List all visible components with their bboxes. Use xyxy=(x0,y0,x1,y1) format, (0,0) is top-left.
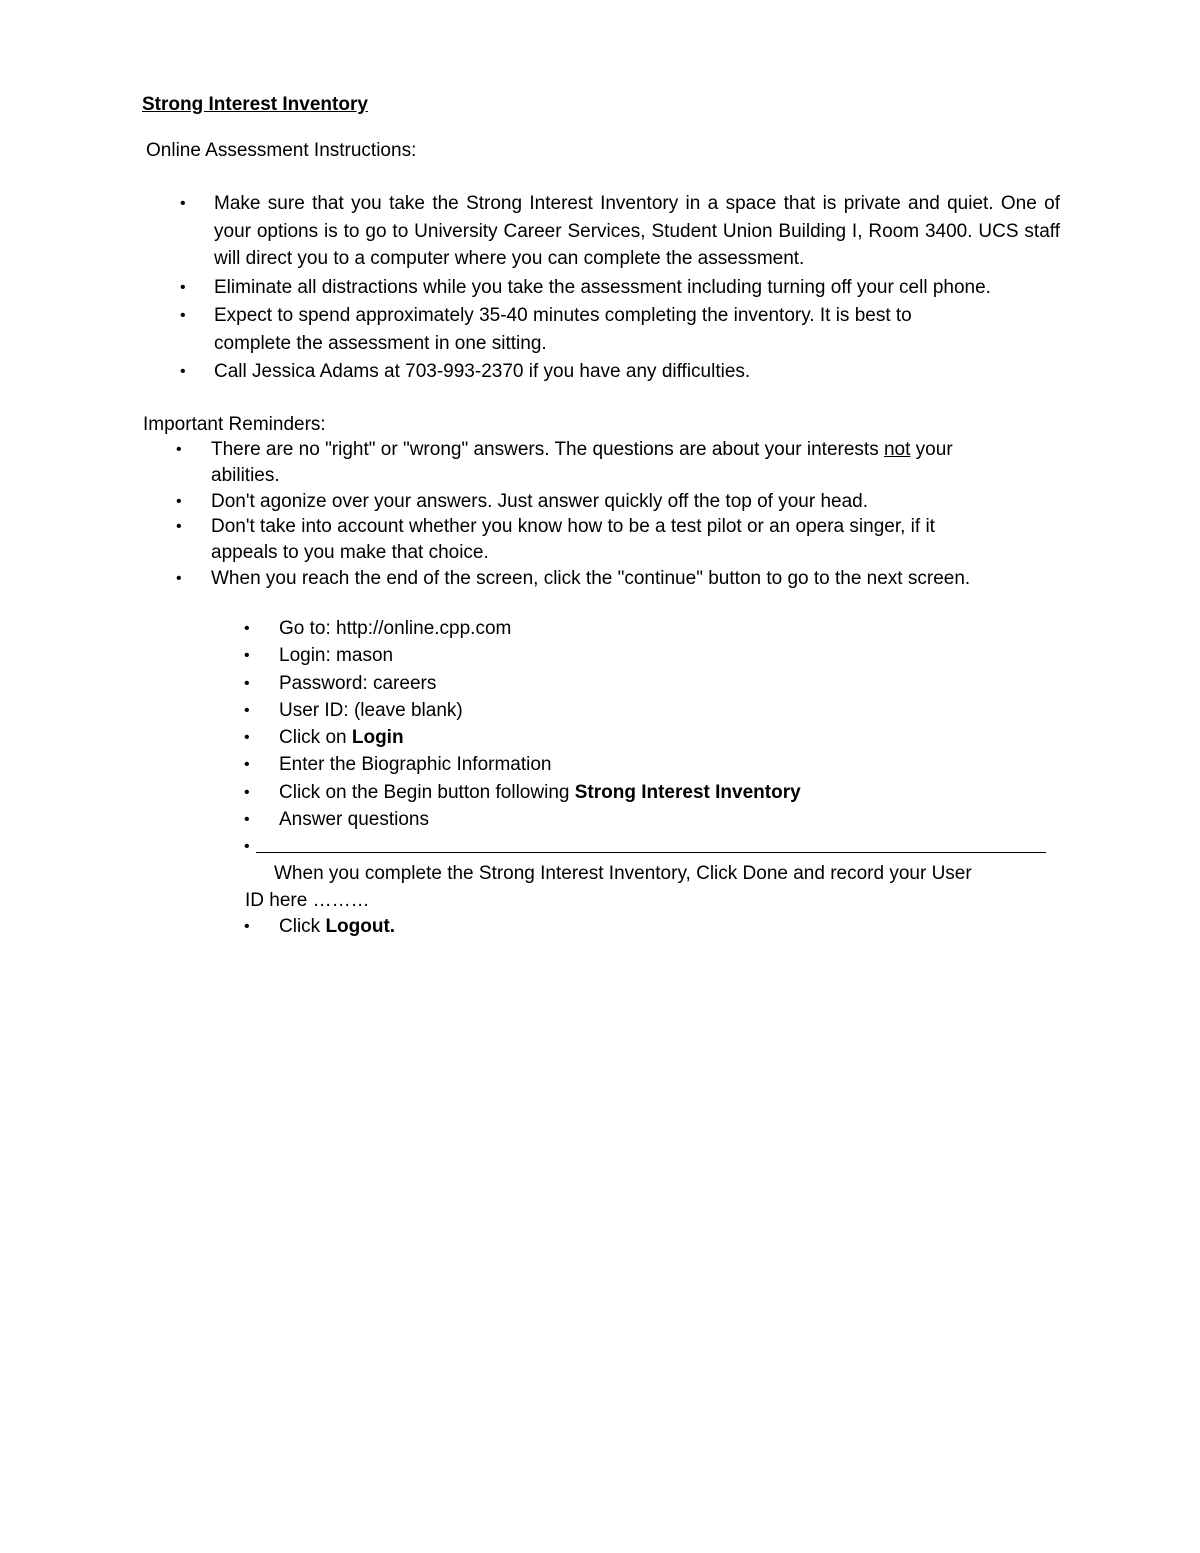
list-item xyxy=(176,514,1036,566)
step-begin-text: Click on the Begin button following xyxy=(279,781,575,803)
bullet-icon: • xyxy=(176,492,182,510)
reminders-heading: Important Reminders: xyxy=(143,414,326,435)
bullet-icon: • xyxy=(244,838,250,856)
instruction-text: Eliminate all distractions while you take the assessment including turning off your cell phone. xyxy=(214,276,991,298)
logout-bold-text: Logout. xyxy=(325,916,396,937)
underlined-word: not xyxy=(883,439,911,460)
step-answer-text: Answer questions xyxy=(279,809,429,831)
done-text-line-1: When you complete the Strong Interest Inventory, Click Done and record your User xyxy=(274,863,972,884)
step-password-text: Password: careers xyxy=(279,672,437,694)
list-item xyxy=(176,437,1036,489)
step-click-text: Click xyxy=(279,916,326,937)
done-instruction xyxy=(245,860,1045,914)
step-goto-text: Go to: http://online.cpp.com xyxy=(279,618,512,639)
bullet-icon: • xyxy=(244,918,250,935)
bullet-icon: • xyxy=(244,783,250,801)
login-bold-text: Login xyxy=(351,727,404,749)
list-item xyxy=(180,274,1060,302)
bullet-icon: • xyxy=(244,647,250,665)
bullet-icon: • xyxy=(180,195,186,212)
inventory-bold-text: Strong Interest Inventory xyxy=(574,781,801,803)
list-item xyxy=(244,779,1054,806)
reminder-text: Don't agonize over your answers. Just answer quickly off the top of your head. xyxy=(211,490,869,512)
list-item xyxy=(244,697,1054,724)
reminder-text: When you reach the end of the screen, click the "continue" button to go to the next screen. xyxy=(211,567,971,589)
bullet-icon: • xyxy=(244,701,250,719)
user-id-blank-line xyxy=(256,852,1046,853)
list-item xyxy=(244,913,1054,940)
instructions-list xyxy=(180,190,1060,386)
list-item xyxy=(244,642,1054,669)
reminder-text: Don't take into account whether you know how to be a test pilot or an opera singer, if it appeals to you make that choice. xyxy=(211,516,935,564)
instruction-text: Make sure that you take the Strong Interest Inventory in a space that is private and quiet. One of your options is to go to University Career Services, Student Union Building I, Room 3400. UCS staff will direct you to a computer where you can complete the assessment. xyxy=(214,193,1060,269)
bullet-icon: • xyxy=(244,811,250,829)
bullet-icon: • xyxy=(244,620,250,637)
bullet-icon: • xyxy=(180,307,186,324)
instruction-text: Call Jessica Adams at 703-993-2370 if you have any difficulties. xyxy=(214,361,751,382)
step-click-on-text: Click on xyxy=(279,727,352,749)
bullet-icon: • xyxy=(244,729,250,747)
list-item xyxy=(244,615,1054,642)
instruction-text: Expect to spend approximately 35-40 minutes completing the inventory. It is best to complete the assessment in one sitting. xyxy=(214,305,912,354)
list-item xyxy=(244,751,1054,778)
instructions-heading: Online Assessment Instructions: xyxy=(146,140,417,161)
document-title: Strong Interest Inventory xyxy=(142,94,368,115)
reminder-text: your abilities. xyxy=(211,439,953,486)
reminder-text: There are no "right" or "wrong" answers. The questions are about your interests xyxy=(211,439,884,460)
list-item xyxy=(176,566,1036,592)
login-steps-list xyxy=(244,615,1054,861)
list-item xyxy=(244,806,1054,833)
done-text-line-2: ID here ……… xyxy=(245,890,370,911)
list-item xyxy=(244,670,1054,697)
step-login-text: Login: mason xyxy=(279,645,394,667)
list-item xyxy=(180,190,1060,273)
bullet-icon: • xyxy=(180,278,186,296)
bullet-icon: • xyxy=(176,441,182,458)
list-item xyxy=(180,302,1060,357)
list-item xyxy=(176,489,1036,515)
reminders-list xyxy=(176,437,1036,592)
bullet-icon: • xyxy=(180,363,186,380)
bullet-icon: • xyxy=(176,518,182,536)
bullet-icon: • xyxy=(244,756,250,774)
logout-step-list xyxy=(244,913,1054,940)
list-item xyxy=(180,358,1060,386)
step-userid-text: User ID: (leave blank) xyxy=(279,699,463,721)
list-item xyxy=(244,724,1054,751)
bullet-icon: • xyxy=(244,674,250,692)
list-item xyxy=(244,833,1054,860)
step-bio-text: Enter the Biographic Information xyxy=(279,754,552,776)
bullet-icon: • xyxy=(176,569,182,587)
